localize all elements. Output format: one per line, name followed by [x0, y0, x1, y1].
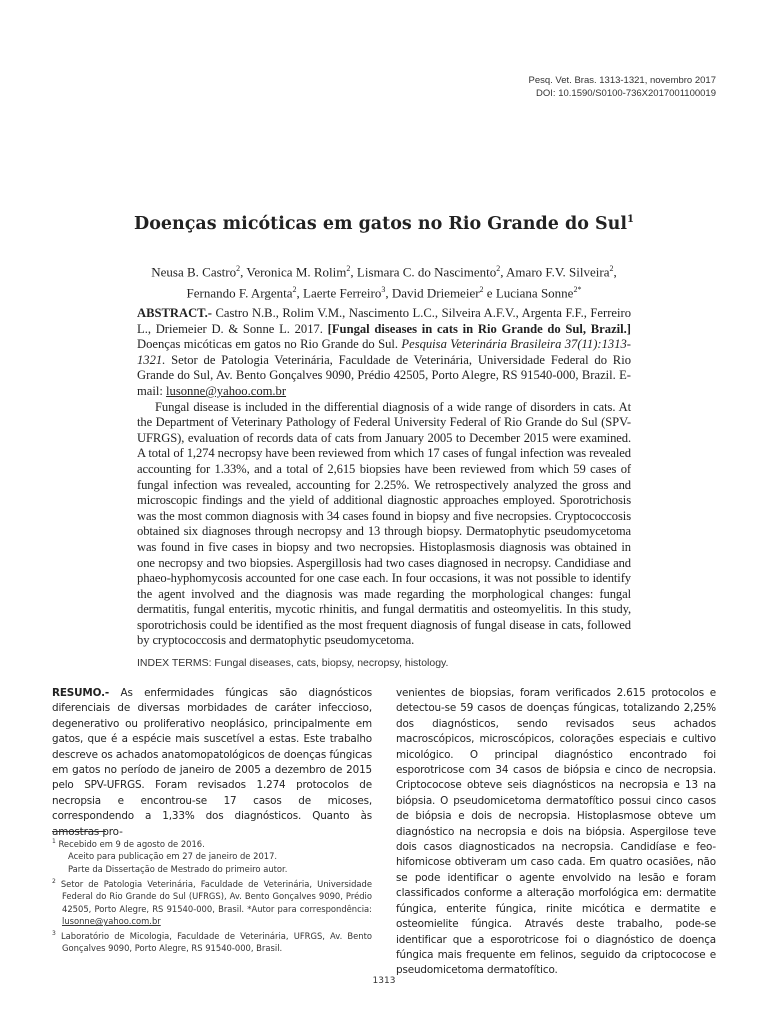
page-number: 1313: [372, 976, 396, 986]
abstract-citation-address: Setor de Patologia Veterinária, Faculdade de Veterinária, Universidade Federal do Rio Grande do Sul, Av. Bento Gonçalves 9090, Prédio 42505, Porto Alegre, RS 91540-000, Brazil. E-mail:: [137, 352, 631, 398]
abstract-section: [137, 306, 631, 649]
author-separator: ,: [385, 285, 392, 301]
footnote-affiliation-2: Setor de Patologia Veterinária, Faculdade de Veterinária, Universidade Federal do Rio Grande do Sul (UFRGS), Av. Bento Gonçalves 9090, Prédio 42505, Porto Alegre, RS 91540-000, Brasil. *Autor para correspondência:: [55, 878, 372, 914]
footnote-email-link[interactable]: lusonne@yahoo.com.br: [62, 916, 161, 927]
index-terms: INDEX TERMS: Fungal diseases, cats, biopsy, necropsy, histology.: [137, 657, 449, 669]
author-list: [120, 260, 648, 303]
footnotes: [52, 836, 372, 955]
author-separator: ,: [350, 264, 357, 280]
author-name: Lismara C. do Nascimento: [356, 264, 497, 280]
resumo-text-left: As enfermidades fúngicas são diagnósticos diferenciais de diversas morbidades de caráter infeccioso, degenerativo ou proliferativo neoplásico, principalmente em gatos, que é a espécie mais suscetível a estas. Este trabalho descreve os achados anatomopatológicos de doenças fúngicas em gatos no período de janeiro de 2005 a dezembro de 2015 pelo SPV-UFRGS. Foram revisados 1.274 protocolos de necropsia e encontrou-se 17 casos de micoses, correspondendo a 1,33% dos diagnósticos. Quanto às amostras pro-: [52, 687, 372, 838]
author-name: Laerte Ferreiro: [303, 285, 382, 301]
author-separator: ,: [296, 285, 304, 301]
footnote-received: Recebido em 9 de agosto de 2016.: [55, 838, 205, 849]
footnote-divider: [52, 831, 106, 832]
article-title: [0, 214, 768, 234]
author-conjunction: e: [483, 285, 496, 301]
journal-citation: Pesq. Vet. Bras. 1313-1321, novembro 2017: [528, 75, 716, 86]
title-footnote-marker[interactable]: 1: [627, 214, 634, 226]
abstract-citation-journal: Pesquisa Veterinária Brasileira 37(11):1313-1321.: [137, 337, 631, 367]
author-affiliation: 2: [479, 285, 484, 295]
journal-header: [456, 74, 716, 100]
author-affiliation: 2: [609, 264, 614, 273]
abstract-citation-original-title: Doenças micóticas em gatos no Rio Grande do Sul.: [137, 337, 402, 352]
resumo-column-left: [52, 686, 372, 840]
footnote-2: [52, 876, 372, 928]
author-separator: ,: [613, 264, 617, 280]
footnote-part: Parte da Dissertação de Mestrado do primeiro autor.: [68, 863, 288, 874]
resumo-paragraph: [52, 686, 372, 840]
abstract-citation-title: [Fungal diseases in cats in Rio Grande do Sul, Brazil.]: [327, 321, 632, 336]
author-name: Luciana Sonne: [495, 285, 574, 301]
author-name: Veronica M. Rolim: [246, 264, 347, 280]
footnote-3: [52, 928, 372, 955]
author-name: Neusa B. Castro: [151, 264, 237, 280]
author-affiliation: 2*: [573, 285, 582, 295]
resumo-text-right: venientes de biopsias, foram verificados 2.615 protocolos e detectou-se 59 casos de doenças fúngicas, totalizando 2,25% dos diagnósticos, sendo revisados seus achados macroscópicos, microscópicos, colorações especiais e cultivo micológico. O principal diagnóstico encontrado foi esporotricose com 34 casos de biópsia e cinco de necropsia. Criptococose obteve seis diagnósticos na necropsia e 13 na biópsia. O pseudomicetoma dermatofítico possui cinco casos de biópsia e dois de necropsia. Histoplasmose obteve um diagnóstico na necropsia e dois na biópsia. Aspergilose teve dois casos diagnosticados na necropsia. Candidíase e feo-hifomicose obtiveram um caso cada. Em quatro ocasiões, não se pode identificar o agente envolvido na lesão e foram classificados conforme a alteração morfológica em: dermatite fúngica, enterite fúngica, rinite micótica e dermatite e osteomielite fúngica. Através deste trabalho, pode-se identificar que a esporotricose foi o diagnóstico de doença fúngica mais frequente em felinos, seguido da criptococose e pseudomicetoma dermatofítico.: [396, 687, 716, 977]
abstract-body: Fungal disease is included in the differential diagnosis of a wide range of disorders in cats. At the Department of Veterinary Pathology of Federal University Federal of Rio Grande do Sul (SPV-UFRGS), evaluation of records data of cats from January 2005 to December 2015 were examined. A total of 1,274 necropsy have been reviewed from which 17 cases of fungal infection was revealed accounting for 1.33%, and a total of 2,615 biopsies have been reviewed from which 59 cases of fungal infection was revealed, accounting for 2.25%. We retrospectively analyzed the gross and microscopic findings and the yield of additional diagnostic approaches employed. Sporotrichosis was the most common diagnosis with 34 cases found in biopsy and five necropsies. Cryptococcosis obtained six diagnoses through necropsy and 13 through biopsy. Dermatophytic pseudomycetoma was found in five cases in biopsy and two necropsies. Histoplasmosis diagnosis was obtained in one necropsy and two biopsies. Aspergillosis had two cases diagnosed in necropsy. Candidiase and phaeo-hyphomycosis accounted for one case each. In four occasions, it was not possible to identify the agent involved and the diagnosis was made regarding the morphological changes: fungal dermatitis, fungal enteritis, mycotic rhinitis, and fungal dermatitis and osteomyelitis. In this study, sporotrichosis could be identified as the most frequent diagnosis of fungal disease in cats, followed by cryptococcosis and dermatophytic pseudomycetoma.: [137, 399, 631, 648]
author-affiliation: 2: [236, 264, 241, 273]
author-name: David Driemeier: [391, 285, 480, 301]
abstract-email-link[interactable]: lusonne@yahoo.com.br: [166, 383, 287, 398]
author-name: Amaro F.V. Silveira: [506, 264, 610, 280]
footnote-marker: 2: [52, 877, 56, 885]
footnote-marker: 1: [52, 838, 56, 845]
abstract-citation-authors: Castro N.B., Rolim V.M., Nascimento L.C., Silveira A.F.V., Argenta F.F., Ferreiro L., Driemeier D. & Sonne L. 2017.: [137, 306, 631, 336]
doi-link[interactable]: DOI: 10.1590/S0100-736X2017001100019: [536, 88, 716, 99]
resumo-column-right: [396, 686, 716, 979]
footnote-marker: 3: [52, 929, 56, 937]
author-separator: ,: [500, 264, 507, 280]
footnote-accepted: Aceito para publicação em 27 de janeiro de 2017.: [68, 851, 278, 862]
author-affiliation: 3: [381, 285, 386, 295]
author-name: Fernando F. Argenta: [186, 285, 293, 301]
footnote-1: [52, 836, 372, 850]
footnote-affiliation-3: Laboratório de Micologia, Faculdade de Veterinária, UFRGS, Av. Bento Gonçalves 9090, Porto Alegre, RS 91540-000, Brasil.: [55, 930, 372, 954]
author-affiliation: 2: [496, 264, 501, 273]
author-affiliation: 2: [292, 285, 297, 295]
abstract-citation: [137, 306, 631, 400]
author-affiliation: 2: [346, 264, 351, 273]
resumo-label: RESUMO.-: [52, 687, 110, 699]
title-text: Doenças micóticas em gatos no Rio Grande do Sul: [134, 214, 627, 234]
abstract-label: ABSTRACT.-: [137, 306, 212, 320]
author-separator: ,: [240, 264, 247, 280]
